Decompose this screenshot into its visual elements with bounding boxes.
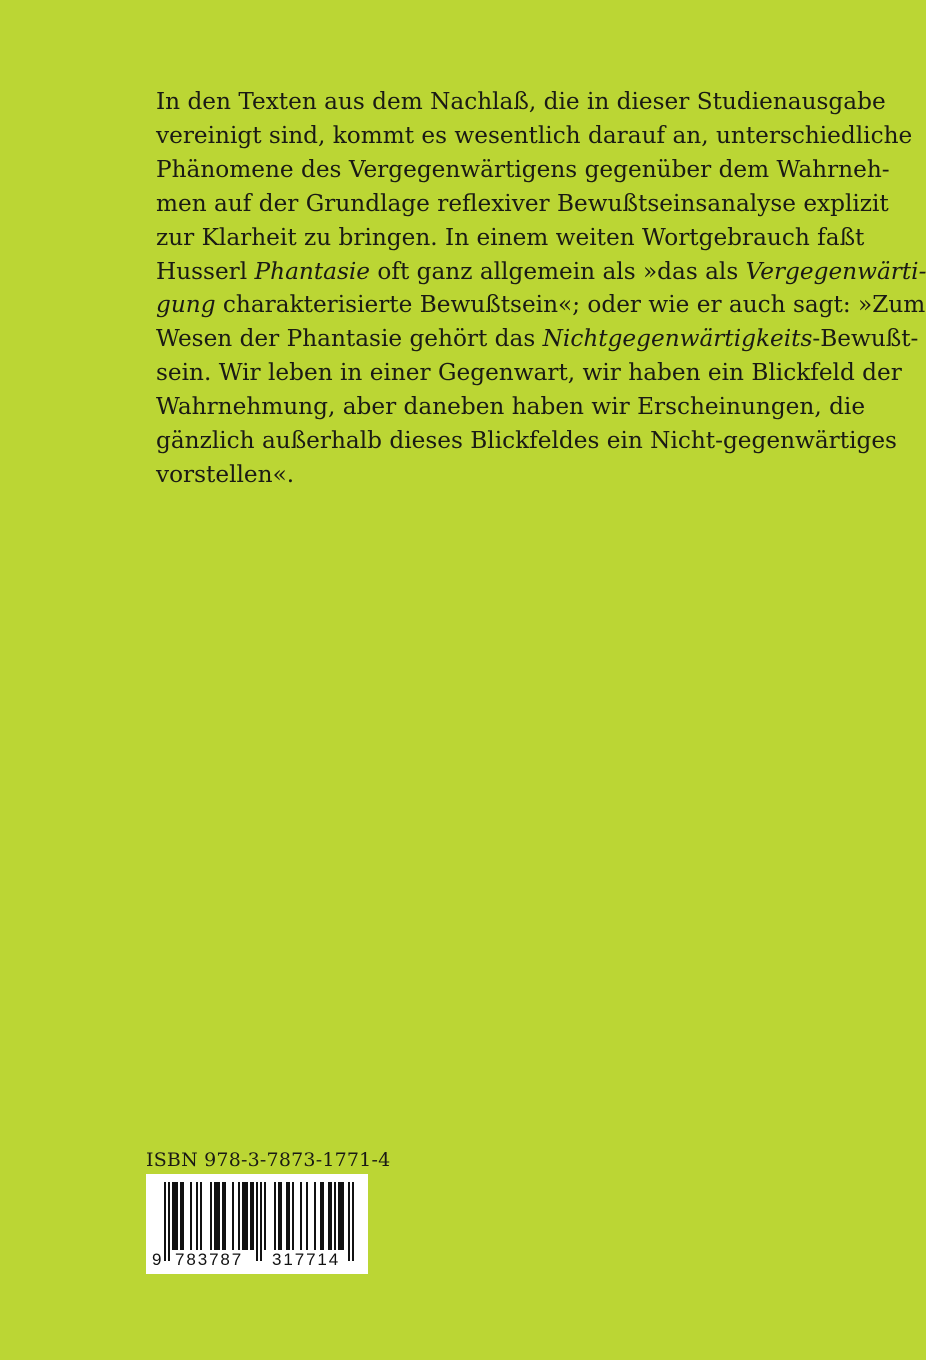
blurb-italic-term: Vergegenwärti- [745,257,926,285]
barcode-bar [314,1182,316,1250]
barcode-bar [330,1182,332,1250]
blurb-text: Husserl [156,257,255,285]
blurb-text: charakterisierte Bewußtsein«; oder wie er auch sagt: »Zum [215,291,926,319]
blurb-line [156,255,926,289]
barcode-bar [334,1182,336,1250]
barcode-bar [176,1182,178,1250]
barcode-bar [174,1182,176,1250]
barcode-bar [286,1182,288,1250]
barcode-bar [172,1182,174,1250]
blurb-italic-term: Phantasie [254,257,371,285]
barcode-bar [244,1182,246,1250]
barcode-guard-bar [260,1182,262,1261]
back-cover-blurb [156,85,926,492]
barcode-bar [288,1182,290,1250]
blurb-text: Wesen der Phantasie gehört das [156,325,543,353]
blurb-line: vereinigt sind, kommt es wesentlich darauf an, unterschiedliche [156,121,913,149]
barcode-bar [292,1182,294,1250]
barcode-bar [218,1182,220,1250]
blurb-line: vorstellen«. [156,460,295,488]
barcode-bar [274,1182,276,1250]
barcode-bar [196,1182,198,1250]
barcode-guard-bar [168,1182,170,1261]
barcode-bar [180,1182,182,1250]
barcode-bar [264,1182,266,1250]
blurb-line: gänzlich außerhalb dieses Blickfeldes ein Nicht-gegenwärtiges [156,427,897,455]
barcode-bar [252,1182,254,1250]
barcode-bar [242,1182,244,1250]
blurb-line [156,288,926,322]
blurb-line: zur Klarheit zu bringen. In einem weiten Wortgebrauch faßt [156,223,865,251]
barcode-guard-bar [256,1182,258,1261]
blurb-italic-term: Nichtgegenwärtigkeits [542,325,813,353]
blurb-text: oft ganz allgemein als »das als [370,257,746,285]
blurb-line: sein. Wir leben in einer Gegenwart, wir haben ein Blickfeld der [156,359,902,387]
blurb-text: -Bewußt- [812,325,919,353]
barcode-bar [280,1182,282,1250]
blurb-line [156,322,919,356]
barcode-bar [216,1182,218,1250]
barcode-bar [232,1182,234,1250]
barcode-bar [182,1182,184,1250]
barcode-bar [222,1182,224,1250]
barcode-bar [246,1182,248,1250]
barcode-first-digit: 9 [152,1250,162,1269]
barcode-bar [320,1182,322,1250]
barcode-bar [224,1182,226,1250]
blurb-line: In den Texten aus dem Nachlaß, die in dieser Studienausgabe [156,88,886,115]
barcode-bar [340,1182,342,1250]
barcode-bar [250,1182,252,1250]
barcode-bar [210,1182,212,1250]
barcode-bar [328,1182,330,1250]
barcode-guard-bar [352,1182,354,1261]
isbn-barcode [146,1174,368,1274]
blurb-italic-term: gung [156,291,216,319]
barcode-bar [322,1182,324,1250]
barcode-guard-bar [348,1182,350,1261]
blurb-line: Phänomene des Vergegenwärtigens gegenüber dem Wahrneh- [156,155,890,183]
barcode-bar [214,1182,216,1250]
barcode-guard-bar [164,1182,166,1261]
barcode-bar [278,1182,280,1250]
barcode-left-digits: 783787 [175,1250,244,1269]
barcode-bar [338,1182,340,1250]
isbn-label: ISBN 978-3-7873-1771-4 [146,1149,391,1171]
barcode-bar [306,1182,308,1250]
blurb-line: Wahrnehmung, aber daneben haben wir Erscheinungen, die [156,393,866,421]
barcode-bar [238,1182,240,1250]
barcode-bar [200,1182,202,1250]
barcode-bar [342,1182,344,1250]
barcode-bar [190,1182,192,1250]
barcode-bar [300,1182,302,1250]
blurb-line: men auf der Grundlage reflexiver Bewußtseinsanalyse explizit [156,189,889,217]
barcode-right-digits: 317714 [272,1250,341,1269]
